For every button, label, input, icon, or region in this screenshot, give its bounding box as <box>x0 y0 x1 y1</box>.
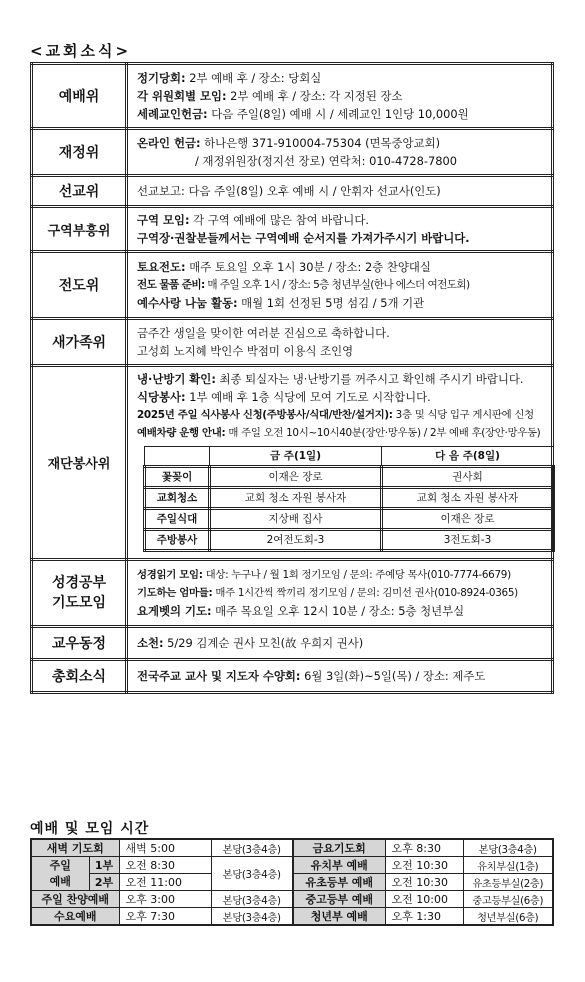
schedule-name: 청년부 예배 <box>293 908 385 926</box>
schedule-time: 오후 3:00 <box>119 891 211 908</box>
schedule-time: 오후 7:30 <box>119 908 211 926</box>
duty-cell: 이재은 장로 <box>382 509 554 530</box>
news-row-members <box>32 627 553 660</box>
schedule-time: 오전 10:30 <box>385 874 463 891</box>
schedule-place: 본당(3층4층) <box>463 839 553 857</box>
schedule-group: 주일 예배 <box>31 857 89 891</box>
schedule-sub: 2부 <box>89 874 119 891</box>
duty-row <box>145 530 554 551</box>
news-line: 고성희 노지혜 박인수 박점미 이용식 조인영 <box>137 344 354 358</box>
dept-assembly: 총회소식 <box>32 660 127 693</box>
duty-header: 금 주(1일) <box>210 447 382 467</box>
duty-header-row <box>145 447 554 467</box>
schedule-name: 유치부 예배 <box>293 857 385 874</box>
schedule-title: 예배 및 모임 시간 <box>30 821 150 837</box>
duty-row <box>145 488 554 509</box>
dept-worship: 예배위 <box>32 64 127 129</box>
duty-cell: 지상배 집사 <box>210 509 382 530</box>
dept-evangelism: 전도위 <box>32 252 127 319</box>
dept-members: 교우동정 <box>32 627 127 660</box>
church-news-title: <교회소식> <box>30 42 132 60</box>
news-line: 냉·난방기 확인: 최종 퇴실자는 냉·난방기를 꺼주시고 확인해 주시기 바랍니다. <box>137 372 524 386</box>
duty-table <box>143 446 555 552</box>
news-line: / 재정위원장(정지선 장로) 연락처: 010-4728-7800 <box>195 154 458 168</box>
schedule-time: 오전 11:00 <box>119 874 211 891</box>
schedule-name: 주일 찬양예배 <box>31 891 119 908</box>
dept-district: 구역부흥위 <box>32 207 127 252</box>
schedule-place: 본당(3층4층) <box>211 857 293 891</box>
schedule-time: 새벽 5:00 <box>119 839 211 857</box>
news-line: 성경읽기 모임: 대상: 누구나 / 월 1회 정기모임 / 문의: 주예당 목사(010-7774-6679) <box>137 569 511 581</box>
church-news-table <box>30 62 554 694</box>
schedule-row <box>31 908 553 926</box>
duty-label: 주일식대 <box>145 509 210 530</box>
schedule-row <box>31 857 553 874</box>
schedule-name: 새벽 기도회 <box>31 839 119 857</box>
news-line: 각 위원회별 모임: 2부 예배 후 / 장소: 각 지정된 장소 <box>137 89 403 103</box>
news-row-district <box>32 207 553 252</box>
schedule-time: 오전 10:00 <box>385 891 463 908</box>
schedule-row <box>31 839 553 857</box>
news-line: 구역 모임: 각 구역 예배에 많은 참여 바랍니다. <box>137 213 369 227</box>
news-line: 금주간 생일을 맞이한 여러분 진심으로 축하합니다. <box>137 326 390 340</box>
news-line: 예수사랑 나눔 활동: 매월 1회 선정된 5명 섬김 / 5개 기관 <box>137 296 425 310</box>
dept-bible: 성경공부 기도모임 <box>32 560 127 627</box>
schedule-time: 오전 8:30 <box>119 857 211 874</box>
duty-header: 다 음 주(8일) <box>382 447 554 467</box>
schedule-name: 유초등부 예배 <box>293 874 385 891</box>
schedule-place: 본당(3층4층) <box>211 908 293 926</box>
news-row-newfamily <box>32 319 553 366</box>
duty-label: 꽃꽂이 <box>145 467 210 488</box>
news-line: 2025년 주일 식사봉사 신청(주방봉사/식대/반찬/설거지): 3층 및 식당 입구 게시판에 신청 <box>137 409 534 421</box>
schedule-place: 본당(3층4층) <box>211 891 293 908</box>
news-row-assembly <box>32 660 553 693</box>
duty-row <box>145 509 554 530</box>
schedule-place: 청년부실(6층) <box>463 908 553 926</box>
news-line: 식당봉사: 1부 예배 후 1층 식당에 모여 기도로 시작합니다. <box>137 390 431 404</box>
schedule-place: 유초등부실(2층) <box>463 874 553 891</box>
news-line: 전도 물품 준비: 매 주일 오후 1시 / 장소: 5층 청년부실(한나 에스더 여전도회) <box>137 279 470 291</box>
duty-label: 교회청소 <box>145 488 210 509</box>
schedule-place: 중고등부실(6층) <box>463 891 553 908</box>
news-line: 온라인 헌금: 하나은행 371-910004-75304 (면목중앙교회) <box>137 136 441 150</box>
news-row-bible <box>32 560 553 627</box>
duty-row <box>145 467 554 488</box>
duty-label: 주방봉사 <box>145 530 210 551</box>
news-line: 선교보고: 다음 주일(8일) 오후 예배 시 / 안휘자 선교사(인도) <box>137 184 441 198</box>
schedule-time: 오후 8:30 <box>385 839 463 857</box>
news-row-foundation <box>32 366 553 560</box>
news-line: 기도하는 엄마들: 매주 1시간씩 짝끼리 정기모임 / 문의: 김미선 권사(010-8924-0365) <box>137 587 518 599</box>
duty-cell: 이재은 장로 <box>210 467 382 488</box>
news-line: 예배차량 운행 안내: 매 주일 오전 10시~10시40분(장안·망우동) / 2부 예배 후(장안·망우동) <box>137 427 541 439</box>
duty-cell: 교회 청소 자원 봉사자 <box>382 488 554 509</box>
dept-mission: 선교위 <box>32 176 127 207</box>
schedule-name: 금요기도회 <box>293 839 385 857</box>
news-line: 토요전도: 매주 토요일 오후 1시 30분 / 장소: 2층 찬양대실 <box>137 260 431 274</box>
dept-foundation: 재단봉사위 <box>32 366 127 560</box>
news-row-finance <box>32 129 553 176</box>
news-row-mission <box>32 176 553 207</box>
duty-cell: 2여전도회-3 <box>210 530 382 551</box>
news-line: 세례교인헌금: 다음 주일(8일) 예배 시 / 세례교인 1인당 10,000원 <box>137 107 469 121</box>
schedule-place: 본당(3층4층) <box>211 839 293 857</box>
duty-cell: 권사회 <box>382 467 554 488</box>
schedule-time: 오전 10:30 <box>385 857 463 874</box>
news-line: 소천: 5/29 김계순 권사 모친(故 우희지 권사) <box>137 636 364 650</box>
schedule-sub: 1부 <box>89 857 119 874</box>
schedule-name: 수요예배 <box>31 908 119 926</box>
duty-cell: 3전도회-3 <box>382 530 554 551</box>
schedule-time: 오후 1:30 <box>385 908 463 926</box>
schedule-table <box>30 838 554 926</box>
schedule-row <box>31 891 553 908</box>
news-row-worship <box>32 64 553 129</box>
schedule-place: 유치부실(1층) <box>463 857 553 874</box>
schedule-name: 중고등부 예배 <box>293 891 385 908</box>
news-line: 정기당회: 2부 예배 후 / 장소: 당회실 <box>137 71 322 85</box>
duty-cell: 교회 청소 자원 봉사자 <box>210 488 382 509</box>
news-line: 구역장·권찰분들께서는 구역예배 순서지를 가져가주시기 바랍니다. <box>137 231 470 245</box>
dept-newfamily: 새가족위 <box>32 319 127 366</box>
news-line: 요게벳의 기도: 매주 목요일 오후 12시 10분 / 장소: 5층 청년부실 <box>137 604 465 618</box>
news-row-evangelism <box>32 252 553 319</box>
dept-finance: 재정위 <box>32 129 127 176</box>
news-line: 전국주교 교사 및 지도자 수양회: 6월 3일(화)~5일(목) / 장소: 제주도 <box>137 669 486 683</box>
